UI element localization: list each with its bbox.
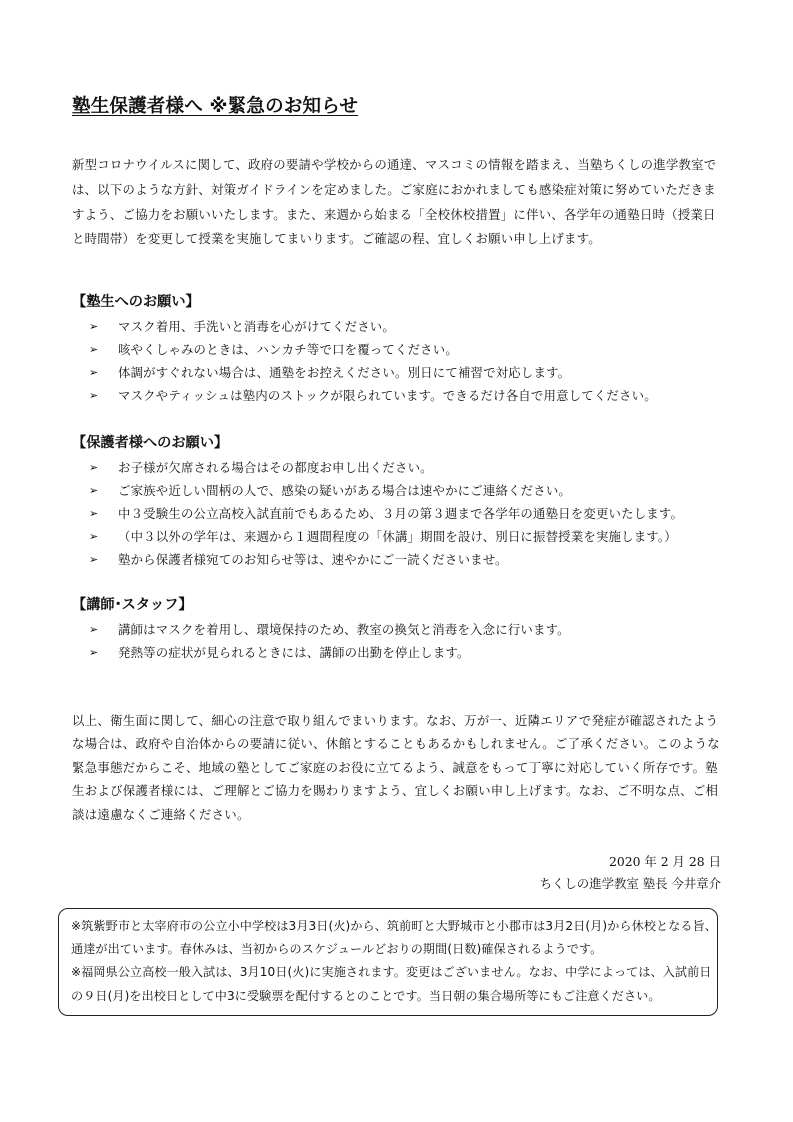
list-item: ➢ 発熱等の症状が見られるときには、講師の出勤を停止します。 — [72, 641, 732, 664]
arrow-bullet-icon: ➢ — [89, 366, 99, 379]
arrow-bullet-icon: ➢ — [89, 530, 99, 543]
bullet-list — [72, 315, 732, 407]
list-item: ➢ お子様が欠席される場合はその都度お申し出ください。 — [72, 456, 732, 479]
closing-paragraph: 以上、衛生面に関して、細心の注意で取り組んでまいります。なお、万が一、近隣エリアで発症が確認されたような場合は、政府や自治体からの要請に従い、休館とすることもあるかもしれません。ご了承ください。このような緊急事態だからこそ、地域の塾としてご家庭のお役に立てるよう、誠意をもって丁寧に対応していく所存です。塾生および保護者様には、ご理解とご協力を賜わりますよう、宜しくお願い申し上げます。なお、ご不明な点、ご相談は遠慮なくご連絡ください。 — [72, 713, 720, 822]
notice-box — [58, 908, 718, 1016]
list-item: ➢ 咳やくしゃみのときは、ハンカチ等で口を覆ってください。 — [72, 338, 732, 361]
list-item: ➢ マスク着用、手洗いと消毒を心がけてください。 — [72, 315, 732, 338]
arrow-bullet-icon: ➢ — [89, 461, 99, 474]
arrow-bullet-icon: ➢ — [89, 343, 99, 356]
arrow-bullet-icon: ➢ — [89, 553, 99, 566]
list-item: ➢ 体調がすぐれない場合は、通塾をお控えください。別日にて補習で対応します。 — [72, 361, 732, 384]
issue-date: 2020 年 2 月 28 日 — [608, 854, 721, 869]
notice-school-closure: ※筑紫野市と太宰府市の公立小中学校は3月3日(火)から、筑前町と大野城市と小郡市は3月2日(月)から休校となる旨、通達が出ています。春休みは、当初からのスケジュールどおりの期間(日数)確保されるようです。 — [71, 919, 717, 957]
notice-entrance-exam: ※福岡県公立高校一般入試は、3月10日(火)に実施されます。変更はございません。なお、中学によっては、入試前日の９日(月)を出校日として中3に受験票を配付するとのことです。当日朝の集合場所等にもご注意ください。 — [71, 965, 712, 1003]
arrow-bullet-icon: ➢ — [89, 507, 99, 520]
intro-paragraph: 新型コロナウイルスに関して、政府の要請や学校からの通達、マスコミの情報を踏まえ、当塾ちくしの進学教室では、以下のような方針、対策ガイドラインを定めました。ご家庭におかれましても感染症対策に努めていただきますよう、ご協力をお願いいたします。また、来週から始まる「全校休校措置」に伴い、各学年の通塾日時（授業日と時間帯）を変更して授業を実施してまいります。ご確認の程、宜しくお願い申し上げます。 — [72, 157, 717, 247]
section-guardians — [72, 431, 732, 571]
arrow-bullet-icon: ➢ — [89, 389, 99, 402]
section-staff — [72, 593, 732, 664]
bullet-list — [72, 618, 732, 664]
arrow-bullet-icon: ➢ — [89, 646, 99, 659]
list-item: ➢ 講師はマスクを着用し、環境保持のため、教室の換気と消毒を入念に行います。 — [72, 618, 732, 641]
list-item: ➢ 塾から保護者様宛てのお知らせ等は、速やかにご一読くださいませ。 — [72, 548, 732, 571]
signature: ちくしの進学教室 塾長 今井章介 — [539, 876, 721, 891]
arrow-bullet-icon: ➢ — [89, 320, 99, 333]
arrow-bullet-icon: ➢ — [89, 623, 99, 636]
section-heading: 【講師･スタッフ】 — [72, 597, 193, 613]
section-students — [72, 290, 732, 407]
arrow-bullet-icon: ➢ — [89, 484, 99, 497]
list-item: ➢ マスクやティッシュは塾内のストックが限られています。できるだけ各自で用意してください。 — [72, 384, 732, 407]
list-item: ➢ 中３受験生の公立高校入試直前でもあるため、３月の第３週まで各学年の通塾日を変更いたします。 — [72, 502, 732, 525]
page-title: 塾生保護者様へ ※緊急のお知らせ — [72, 96, 359, 117]
list-item: ➢ ご家族や近しい間柄の人で、感染の疑いがある場合は速やかにご連絡ください。 — [72, 479, 732, 502]
bullet-list — [72, 456, 732, 571]
list-item: ➢ （中３以外の学年は、来週から１週間程度の「休講」期間を設け、別日に振替授業を実施します。） — [72, 525, 732, 548]
section-heading: 【塾生へのお願い】 — [72, 294, 200, 310]
section-heading: 【保護者様へのお願い】 — [72, 435, 229, 451]
